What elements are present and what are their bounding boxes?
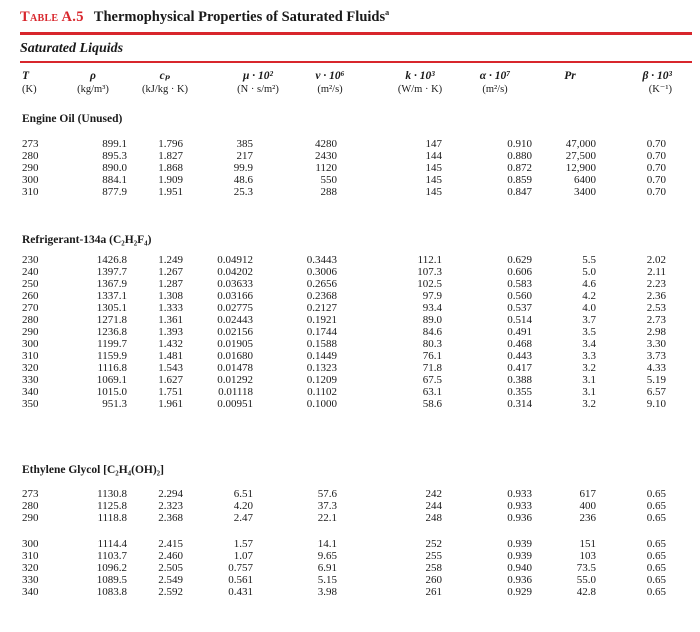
table-cell: 0.70 [646,138,666,150]
table-cell: 151 [579,538,596,550]
table-title-text: Thermophysical Properties of Saturated Fluids [93,8,386,25]
table-cell: 107.3 [417,266,442,278]
header-rule [20,61,692,63]
table-cell: 255 [425,550,442,562]
table-cell: 3.4 [582,338,596,350]
column-header-unit: (N · s/m²) [237,84,279,95]
table-cell: 2.368 [158,512,183,524]
table-cell: 2.02 [646,254,666,266]
table-cell: 400 [579,500,596,512]
table-cell: 0.1323 [306,362,337,374]
table-cell: 0.1102 [307,386,337,398]
table-cell: 300 [22,338,39,350]
table-cell: 0.3006 [306,266,337,278]
section-title: Refrigerant-134a (C₂H₂F₄) [22,234,152,246]
table-cell: 6.57 [646,386,666,398]
table-cell: 0.933 [507,500,532,512]
table-cell: 0.583 [507,278,532,290]
table-cell: 0.01292 [217,374,253,386]
table-cell: 58.6 [422,398,442,410]
table-cell: 0.2127 [306,302,337,314]
table-cell: 884.1 [102,174,127,186]
table-cell: 42.8 [576,586,596,598]
table-cell: 3400 [574,186,596,198]
table-cell: 112.1 [417,254,442,266]
table-cell: 288 [320,186,337,198]
table-cell: 144 [425,150,442,162]
table-cell: 290 [22,326,39,338]
table-cell: 37.3 [317,500,337,512]
table-cell: 0.939 [507,550,532,562]
table-cell: 2.323 [158,500,183,512]
table-cell: 0.431 [228,586,253,598]
table-subtitle: Saturated Liquids [20,41,124,56]
table-cell: 217 [236,150,253,162]
table-cell: 0.514 [507,314,532,326]
table-cell: 0.859 [507,174,532,186]
table-cell: 1.796 [158,138,183,150]
table-cell: 0.04202 [217,266,253,278]
table-cell: 14.1 [317,538,337,550]
table-cell: 1114.4 [97,538,127,550]
table-cell: 80.3 [422,338,442,350]
column-header-unit: (K⁻¹) [648,84,672,95]
table-cell: 250 [22,278,39,290]
table-cell: 899.1 [102,138,127,150]
table-cell: 0.872 [507,162,532,174]
column-header [480,70,511,96]
column-header-symbol: cₚ [159,70,171,82]
table-cell: 2.23 [646,278,666,290]
table-cell: 340 [22,586,39,598]
table-cell: 5.19 [646,374,666,386]
table-cell: 280 [22,500,39,512]
table-cell: 0.65 [646,574,666,586]
table-cell: 6.51 [233,488,253,500]
table-cell: 2.460 [158,550,183,562]
table-cell: 2.47 [233,512,253,524]
column-header [315,70,344,96]
table-cell: 230 [22,254,39,266]
table-cell: 145 [425,174,442,186]
table-cell: 0.388 [507,374,532,386]
table-cell: 244 [425,500,442,512]
table-cell: 1.827 [158,150,183,162]
table-cell: 0.757 [228,562,253,574]
table-cell: 3.2 [582,362,596,374]
table-cell: 0.929 [507,586,532,598]
table-cell: 2.73 [646,314,666,326]
table-cell: 0.3443 [306,254,337,266]
table-cell: 2.98 [646,326,666,338]
table-cell: 2.415 [158,538,183,550]
table-cell: 67.5 [422,374,442,386]
table-cell: 1236.8 [96,326,127,338]
table-cell: 0.01478 [217,362,253,374]
table-cell: 0.01680 [217,350,253,362]
table-cell: 1.249 [158,254,183,266]
table-cell: 258 [425,562,442,574]
table-cell: 1125.8 [97,500,127,512]
table-cell: 0.02443 [217,314,253,326]
table-cell: 330 [22,574,39,586]
table-cell: 3.73 [646,350,666,362]
table-cell: 1.627 [158,374,183,386]
column-header-symbol: Pr [564,70,576,82]
table-cell: 300 [22,538,39,550]
table-cell: 102.5 [417,278,442,290]
table-cell: 48.6 [233,174,253,186]
table-cell: 0.1449 [306,350,337,362]
table-cell: 0.01905 [217,338,253,350]
table-cell: 0.70 [646,162,666,174]
table-cell: 300 [22,174,39,186]
table-cell: 145 [425,186,442,198]
top-rule [20,32,692,35]
table-cell: 1130.8 [97,488,127,500]
table-cell: 260 [22,290,39,302]
table-cell: 89.0 [422,314,442,326]
table-cell: 280 [22,314,39,326]
table-cell: 5.5 [582,254,596,266]
table-cell: 1199.7 [97,338,127,350]
table-cell: 63.1 [422,386,442,398]
table-cell: 1.751 [158,386,183,398]
table-cell: 73.5 [576,562,596,574]
table-cell: 6400 [574,174,596,186]
column-header-unit: (kg/m³) [77,84,109,95]
table-cell: 1.57 [233,538,253,550]
table-cell: 0.936 [507,574,532,586]
table-cell: 47,000 [565,138,596,150]
column-header-unit: (K) [22,84,37,95]
table-cell: 0.70 [646,174,666,186]
table-cell: 0.933 [507,488,532,500]
table-cell: 3.1 [582,374,596,386]
column-header-symbol: β · 10³ [642,70,672,82]
table-cell: 2.505 [158,562,183,574]
table-cell: 877.9 [102,186,127,198]
table-cell: 25.3 [233,186,253,198]
table-cell: 240 [22,266,39,278]
table-cell: 0.629 [507,254,532,266]
column-header [77,70,109,96]
table-cell: 0.606 [507,266,532,278]
table-cell: 145 [425,162,442,174]
table-cell: 0.1744 [306,326,337,338]
section-title: Engine Oil (Unused) [22,113,123,125]
table-cell: 5.0 [582,266,596,278]
column-header-symbol: ν · 10⁶ [315,70,345,82]
table-cell: 1089.5 [96,574,127,586]
table-cell: 1120 [315,162,337,174]
table-cell: 1118.8 [97,512,127,524]
table-cell: 0.537 [507,302,532,314]
table-cell: 1015.0 [96,386,127,398]
column-header-unit: (m²/s) [482,84,508,95]
table-cell: 2.11 [647,266,666,278]
table-cell: 1159.9 [97,350,127,362]
table-cell: 0.417 [507,362,532,374]
column-header [398,70,442,96]
table-cell: 4.0 [582,302,596,314]
table-cell: 0.2656 [306,278,337,290]
table-cell: 1.361 [158,314,183,326]
table-cell: 1.868 [158,162,183,174]
table-cell: 99.9 [233,162,253,174]
table-cell: 4.33 [646,362,666,374]
column-header [237,70,279,96]
table-cell: 5.15 [317,574,337,586]
column-header [22,70,37,96]
table-title [20,8,389,26]
table-cell: 0.491 [507,326,532,338]
table-cell: 0.01118 [218,386,253,398]
table-cell: 3.98 [317,586,337,598]
table-cell: 1.308 [158,290,183,302]
table-cell: 9.65 [317,550,337,562]
table-cell: 2.53 [646,302,666,314]
column-header-symbol: α · 10⁷ [479,70,511,82]
table-cell: 1069.1 [96,374,127,386]
table-cell: 0.65 [646,550,666,562]
table-cell: 310 [22,186,39,198]
table-cell: 236 [579,512,596,524]
table-cell: 340 [22,386,39,398]
table-cell: 57.6 [317,488,337,500]
table-cell: 350 [22,398,39,410]
table-cell: 0.00951 [217,398,253,410]
table-cell: 3.2 [582,398,596,410]
column-header-unit: (W/m · K) [397,84,443,95]
table-cell: 0.560 [507,290,532,302]
column-header [564,70,576,83]
table-cell: 76.1 [422,350,442,362]
table-cell: 320 [22,362,39,374]
table-cell: 248 [425,512,442,524]
column-header-symbol: ρ [90,70,96,82]
table-cell: 1337.1 [96,290,127,302]
table-cell: 3.5 [582,326,596,338]
table-cell: 0.04912 [217,254,253,266]
table-cell: 27,500 [565,150,596,162]
table-cell: 260 [425,574,442,586]
table-cell: 2.294 [158,488,183,500]
table-cell: 0.355 [507,386,532,398]
table-cell: 0.847 [507,186,532,198]
table-cell: 4280 [315,138,337,150]
table-cell: 1.287 [158,278,183,290]
table-cell: 0.1921 [306,314,337,326]
column-header-unit: (m²/s) [317,84,343,95]
table-cell: 617 [579,488,596,500]
table-cell: 252 [425,538,442,550]
table-cell: 1.909 [158,174,183,186]
table-label: Table A.5 [20,8,84,25]
table-cell: 0.1209 [306,374,337,386]
table-cell: 0.65 [646,562,666,574]
column-header-symbol: k · 10³ [405,70,435,82]
table-cell: 2.592 [158,586,183,598]
column-header [142,70,188,96]
table-cell: 0.561 [228,574,253,586]
table-cell: 1.481 [158,350,183,362]
table-cell: 0.65 [646,512,666,524]
table-cell: 1.951 [158,186,183,198]
table-cell: 12,900 [565,162,596,174]
column-header-symbol: μ · 10² [243,70,273,82]
table-cell: 1.07 [233,550,253,562]
table-cell: 93.4 [422,302,442,314]
table-cell: 2.36 [646,290,666,302]
table-cell: 4.20 [233,500,253,512]
table-cell: 84.6 [422,326,442,338]
table-cell: 0.02156 [217,326,253,338]
table-cell: 1.543 [158,362,183,374]
table-cell: 97.9 [422,290,442,302]
table-cell: 3.30 [646,338,666,350]
table-cell: 2.549 [158,574,183,586]
table-cell: 0.65 [646,586,666,598]
table-cell: 0.70 [646,186,666,198]
table-cell: 0.65 [646,500,666,512]
table-cell: 0.1000 [306,398,337,410]
table-cell: 0.936 [507,512,532,524]
table-cell: 3.1 [582,386,596,398]
table-cell: 1.393 [158,326,183,338]
table-cell: 273 [22,488,39,500]
table-cell: 1.267 [158,266,183,278]
table-cell: 0.443 [507,350,532,362]
table-cell: 147 [425,138,442,150]
table-cell: 0.65 [646,538,666,550]
table-cell: 310 [22,550,39,562]
table-cell: 320 [22,562,39,574]
table-cell: 550 [320,174,337,186]
table-cell: 330 [22,374,39,386]
table-cell: 3.3 [582,350,596,362]
table-cell: 1305.1 [96,302,127,314]
table-cell: 270 [22,302,39,314]
table-cell: 0.2368 [306,290,337,302]
table-cell: 0.03633 [217,278,253,290]
table-cell: 1.333 [158,302,183,314]
table-cell: 1271.8 [96,314,127,326]
column-header-unit: (kJ/kg · K) [141,84,189,95]
table-cell: 273 [22,138,39,150]
table-cell: 1083.8 [96,586,127,598]
table-cell: 280 [22,150,39,162]
table-cell: 0.02775 [217,302,253,314]
table-cell: 71.8 [422,362,442,374]
table-cell: 1397.7 [96,266,127,278]
table-cell: 0.314 [507,398,532,410]
table-cell: 2430 [315,150,337,162]
table-cell: 1096.2 [96,562,127,574]
table-cell: 9.10 [646,398,666,410]
table-cell: 0.65 [646,488,666,500]
table-cell: 6.91 [317,562,337,574]
table-cell: 55.0 [576,574,596,586]
table-cell: 1426.8 [96,254,127,266]
table-cell: 290 [22,162,39,174]
table-cell: 1103.7 [97,550,127,562]
table-cell: 0.880 [507,150,532,162]
table-cell: 261 [425,586,442,598]
table-cell: 1.961 [158,398,183,410]
table-cell: 890.0 [102,162,127,174]
table-cell: 1116.8 [97,362,127,374]
table-cell: 0.03166 [217,290,253,302]
table-cell: 3.7 [582,314,596,326]
table-cell: 1367.9 [96,278,127,290]
table-cell: 0.70 [646,150,666,162]
table-cell: 22.1 [317,512,337,524]
section-title: Ethylene Glycol [C₂H₄(OH)₂] [22,464,164,476]
table-cell: 0.940 [507,562,532,574]
table-cell: 290 [22,512,39,524]
table-cell: 0.1588 [306,338,337,350]
table-cell: 310 [22,350,39,362]
table-cell: 951.3 [102,398,127,410]
title-footnote-mark: a [385,8,390,17]
column-header [643,70,672,96]
table-cell: 103 [579,550,596,562]
table-cell: 1.432 [158,338,183,350]
column-header-symbol: T [22,70,30,82]
table-cell: 4.6 [582,278,596,290]
table-cell: 385 [236,138,253,150]
table-cell: 0.468 [507,338,532,350]
table-cell: 0.910 [507,138,532,150]
table-cell: 895.3 [102,150,127,162]
table-cell: 0.939 [507,538,532,550]
table-cell: 4.2 [582,290,596,302]
table-cell: 242 [425,488,442,500]
